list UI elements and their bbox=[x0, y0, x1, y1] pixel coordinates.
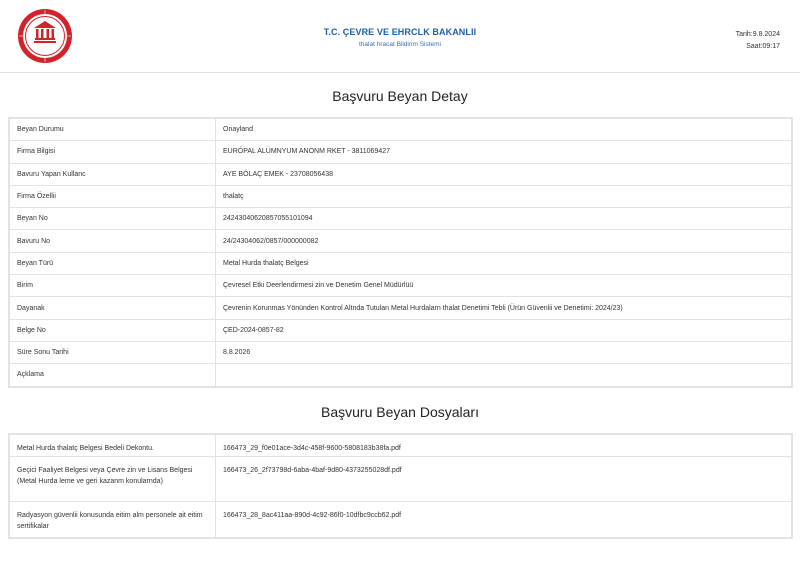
field-value: 8.8.2026 bbox=[216, 341, 792, 363]
detail-panel bbox=[8, 117, 793, 388]
field-value: Onayland bbox=[216, 119, 792, 141]
field-value: EURÓPAL ALÜMNYUM ANONM RKET - 3811069427 bbox=[216, 141, 792, 163]
file-link[interactable]: 166473_26_2f73798d-6aba-4baf-9d80-4373255028df.pdf bbox=[216, 457, 792, 502]
file-row bbox=[10, 502, 792, 538]
field-label: Bavuru Yapan Kullanc bbox=[10, 163, 216, 185]
table-row bbox=[10, 341, 792, 363]
ministry-logo-icon bbox=[17, 8, 73, 64]
file-row bbox=[10, 435, 792, 457]
field-value: AYE BÓLAÇ EMEK - 23708056438 bbox=[216, 163, 792, 185]
table-row bbox=[10, 208, 792, 230]
field-value: ÇED-2024-0857-82 bbox=[216, 319, 792, 341]
file-description: Geçici Faaliyet Belgesi veya Çevre zin ve Lisans Belgesi (Metal Hurda leme ve geri kazanm konularnda) bbox=[10, 457, 216, 502]
table-row bbox=[10, 297, 792, 319]
field-label: Süre Sonu Tarihi bbox=[10, 341, 216, 363]
table-row bbox=[10, 364, 792, 386]
field-value: Çevresel Etki Deerlendirmesi zin ve Denetim Genel Müdürlüü bbox=[216, 275, 792, 297]
table-row bbox=[10, 275, 792, 297]
field-label: Beyan No bbox=[10, 208, 216, 230]
files-table bbox=[9, 434, 792, 538]
field-label: Dayanak bbox=[10, 297, 216, 319]
table-row bbox=[10, 230, 792, 252]
files-section-title: Başvuru Beyan Dosyaları bbox=[321, 404, 479, 420]
field-value: Metal Hurda thalatç Belgesi bbox=[216, 252, 792, 274]
table-row bbox=[10, 252, 792, 274]
file-link[interactable]: 166473_29_f0e01ace-3d4c-458f-9600-5808183b38fa.pdf bbox=[216, 435, 792, 457]
detail-table bbox=[9, 118, 792, 387]
file-row bbox=[10, 457, 792, 502]
field-value: 24/24304062/0857/000000082 bbox=[216, 230, 792, 252]
page-header bbox=[0, 0, 800, 73]
system-subtitle: thalat hracat Bildirim Sistemi bbox=[359, 41, 441, 48]
field-label: Firma Özellii bbox=[10, 185, 216, 207]
file-description: Metal Hurda thalatç Belgesi Bedeli Dekontu. bbox=[10, 435, 216, 457]
field-value bbox=[216, 364, 792, 386]
field-label: Bavuru No bbox=[10, 230, 216, 252]
detail-section-title: Başvuru Beyan Detay bbox=[332, 88, 468, 104]
table-row bbox=[10, 185, 792, 207]
field-value: 24243040620857055101094 bbox=[216, 208, 792, 230]
files-panel bbox=[8, 433, 793, 539]
field-label: Birim bbox=[10, 275, 216, 297]
field-label: Açklama bbox=[10, 364, 216, 386]
current-date: Tarih:9.8.2024 bbox=[735, 31, 780, 38]
ministry-title: T.C. ÇEVRE VE EHRCLK BAKANLII bbox=[323, 27, 477, 37]
field-label: Firma Bilgisi bbox=[10, 141, 216, 163]
field-label: Belge No bbox=[10, 319, 216, 341]
table-row bbox=[10, 319, 792, 341]
field-label: Beyan Türü bbox=[10, 252, 216, 274]
field-value: thalatç bbox=[216, 185, 792, 207]
current-time: Saat:09:17 bbox=[746, 43, 780, 50]
table-row bbox=[10, 163, 792, 185]
field-value: Çevrenin Korunmas Yönünden Kontrol Altnda Tutulan Metal Hurdalarn thalat Denetimi Tebli (Ürün Güvenlii ve Denetimi: 2024/23) bbox=[216, 297, 792, 319]
field-label: Beyan Durumu bbox=[10, 119, 216, 141]
file-link[interactable]: 166473_28_8ac411aa-890d-4c92-86f0-10dfbc9ccb62.pdf bbox=[216, 502, 792, 538]
file-description: Radyasyon güvenlii konusunda eitim alm personele ait eitim sertifikalar bbox=[10, 502, 216, 538]
table-row bbox=[10, 119, 792, 141]
table-row bbox=[10, 141, 792, 163]
